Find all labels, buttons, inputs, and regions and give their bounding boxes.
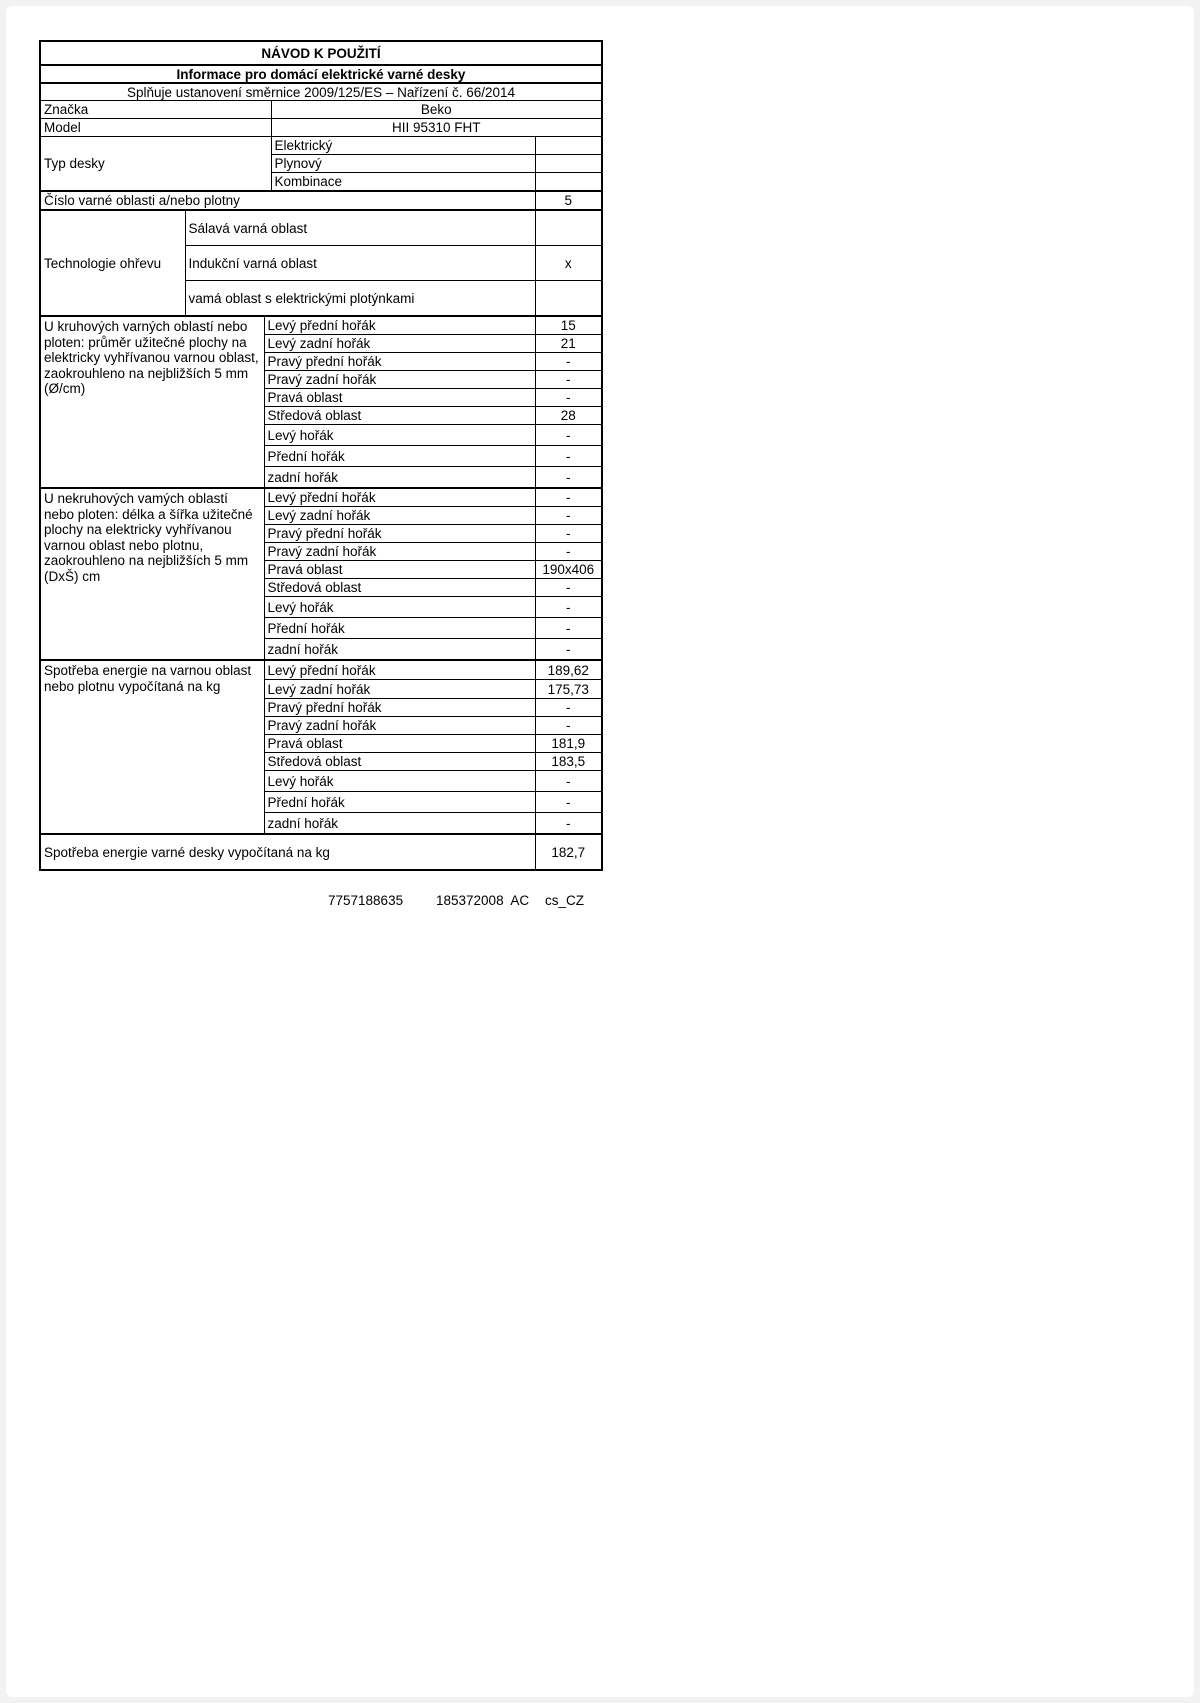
zone-label: Pravý přední hořák bbox=[264, 353, 535, 371]
zone-value: 189,62 bbox=[535, 660, 602, 680]
zone-value: 190x406 bbox=[535, 561, 602, 579]
zone-label: Pravý zadní hořák bbox=[264, 543, 535, 561]
zone-label: Levý zadní hořák bbox=[264, 680, 535, 699]
circular-row bbox=[40, 316, 602, 335]
zone-label: zadní hořák bbox=[264, 813, 535, 835]
heating-tech-option: Sálavá varná oblast bbox=[185, 210, 535, 246]
total-energy-value: 182,7 bbox=[535, 834, 602, 870]
zone-value: - bbox=[535, 579, 602, 597]
zone-value: - bbox=[535, 353, 602, 371]
zone-label: zadní hořák bbox=[264, 467, 535, 489]
heating-tech-label: Technologie ohřevu bbox=[40, 210, 185, 316]
energy-group-label: Spotřeba energie na varnou oblast nebo plotnu vypočítaná na kg bbox=[40, 660, 264, 834]
heating-tech-option: vamá oblast s elektrickými plotýnkami bbox=[185, 281, 535, 317]
total-energy-row bbox=[40, 834, 602, 870]
heating-tech-option: Indukční varná oblast bbox=[185, 246, 535, 281]
zone-label: Pravý zadní hořák bbox=[264, 717, 535, 735]
zone-count-value: 5 bbox=[535, 191, 602, 210]
zone-value: - bbox=[535, 488, 602, 507]
zone-value: - bbox=[535, 507, 602, 525]
zone-label: Středová oblast bbox=[264, 753, 535, 771]
zone-value: - bbox=[535, 425, 602, 446]
zone-value: 28 bbox=[535, 407, 602, 425]
zone-value: - bbox=[535, 597, 602, 618]
hob-type-option: Kombinace bbox=[271, 173, 535, 192]
total-energy-label: Spotřeba energie varné desky vypočítaná na kg bbox=[40, 834, 535, 870]
hob-type-value bbox=[535, 173, 602, 192]
brand-label: Značka bbox=[40, 101, 271, 119]
brand-value: Beko bbox=[271, 101, 602, 119]
fiche-table bbox=[39, 40, 603, 871]
subtitle-row bbox=[40, 65, 602, 83]
zone-label: Levý hořák bbox=[264, 425, 535, 446]
zone-value: - bbox=[535, 389, 602, 407]
document-title: NÁVOD K POUŽITÍ bbox=[40, 41, 602, 65]
zone-label: Levý hořák bbox=[264, 771, 535, 792]
zone-label: Přední hořák bbox=[264, 792, 535, 813]
brand-row bbox=[40, 101, 602, 119]
zone-value: 181,9 bbox=[535, 735, 602, 753]
hob-type-label: Typ desky bbox=[40, 137, 271, 192]
zone-label: Levý přední hořák bbox=[264, 316, 535, 335]
page bbox=[6, 6, 1194, 1697]
zone-label: Pravá oblast bbox=[264, 735, 535, 753]
heating-tech-value bbox=[535, 210, 602, 246]
zone-label: zadní hořák bbox=[264, 639, 535, 661]
zone-label: Levý přední hořák bbox=[264, 488, 535, 507]
zone-value: 183,5 bbox=[535, 753, 602, 771]
zone-value: - bbox=[535, 813, 602, 835]
zone-value: - bbox=[535, 467, 602, 489]
zone-value: 175,73 bbox=[535, 680, 602, 699]
zone-value: 15 bbox=[535, 316, 602, 335]
noncircular-row bbox=[40, 488, 602, 507]
zone-value: - bbox=[535, 543, 602, 561]
zone-label: Pravý zadní hořák bbox=[264, 371, 535, 389]
zone-label: Středová oblast bbox=[264, 579, 535, 597]
zone-label: Levý hořák bbox=[264, 597, 535, 618]
regulation-note: Splňuje ustanovení směrnice 2009/125/ES – Nařízení č. 66/2014 bbox=[40, 83, 602, 101]
hob-type-value bbox=[535, 155, 602, 173]
regulation-row bbox=[40, 83, 602, 101]
zone-label: Levý zadní hořák bbox=[264, 335, 535, 353]
zone-count-row bbox=[40, 191, 602, 210]
footer-locale: cs_CZ bbox=[545, 893, 585, 908]
product-fiche bbox=[39, 40, 605, 908]
zone-label: Pravý přední hořák bbox=[264, 699, 535, 717]
title-row bbox=[40, 41, 602, 65]
zone-count-label: Číslo varné oblasti a/nebo plotny bbox=[40, 191, 535, 210]
zone-label: Pravá oblast bbox=[264, 561, 535, 579]
zone-label: Přední hořák bbox=[264, 618, 535, 639]
hob-type-row bbox=[40, 137, 602, 155]
footer-code-2: 185372008 AC bbox=[436, 893, 530, 908]
zone-value: - bbox=[535, 792, 602, 813]
zone-value: - bbox=[535, 525, 602, 543]
zone-value: - bbox=[535, 639, 602, 661]
model-label: Model bbox=[40, 119, 271, 137]
heating-tech-row bbox=[40, 210, 602, 246]
heating-tech-value: x bbox=[535, 246, 602, 281]
zone-value: - bbox=[535, 699, 602, 717]
energy-row bbox=[40, 660, 602, 680]
noncircular-group-label: U nekruhových vamých oblastí nebo ploten: délka a šířka užitečné plochy na elektricky vyhřívanou varnou oblast nebo plotnu, zaokrouhleno na nejbližších 5 mm (DxŠ) cm bbox=[40, 488, 264, 660]
circular-group-label: U kruhových varných oblastí nebo ploten: průměr užitečné plochy na elektricky vyhřívanou varnou oblast, zaokrouhleno na nejbližších 5 mm (Ø/cm) bbox=[40, 316, 264, 488]
hob-type-option: Elektrický bbox=[271, 137, 535, 155]
zone-value: 21 bbox=[535, 335, 602, 353]
zone-label: Středová oblast bbox=[264, 407, 535, 425]
zone-label: Pravý přední hořák bbox=[264, 525, 535, 543]
zone-label: Levý zadní hořák bbox=[264, 507, 535, 525]
zone-label: Přední hořák bbox=[264, 446, 535, 467]
zone-label: Levý přední hořák bbox=[264, 660, 535, 680]
zone-value: - bbox=[535, 371, 602, 389]
model-row bbox=[40, 119, 602, 137]
document-subtitle: Informace pro domácí elektrické varné desky bbox=[40, 65, 602, 83]
model-value: HII 95310 FHT bbox=[271, 119, 602, 137]
heating-tech-value bbox=[535, 281, 602, 317]
zone-label: Pravá oblast bbox=[264, 389, 535, 407]
zone-value: - bbox=[535, 717, 602, 735]
hob-type-value bbox=[535, 137, 602, 155]
zone-value: - bbox=[535, 618, 602, 639]
zone-value: - bbox=[535, 771, 602, 792]
footer-code-1: 7757188635 bbox=[328, 893, 404, 908]
zone-value: - bbox=[535, 446, 602, 467]
hob-type-option: Plynový bbox=[271, 155, 535, 173]
